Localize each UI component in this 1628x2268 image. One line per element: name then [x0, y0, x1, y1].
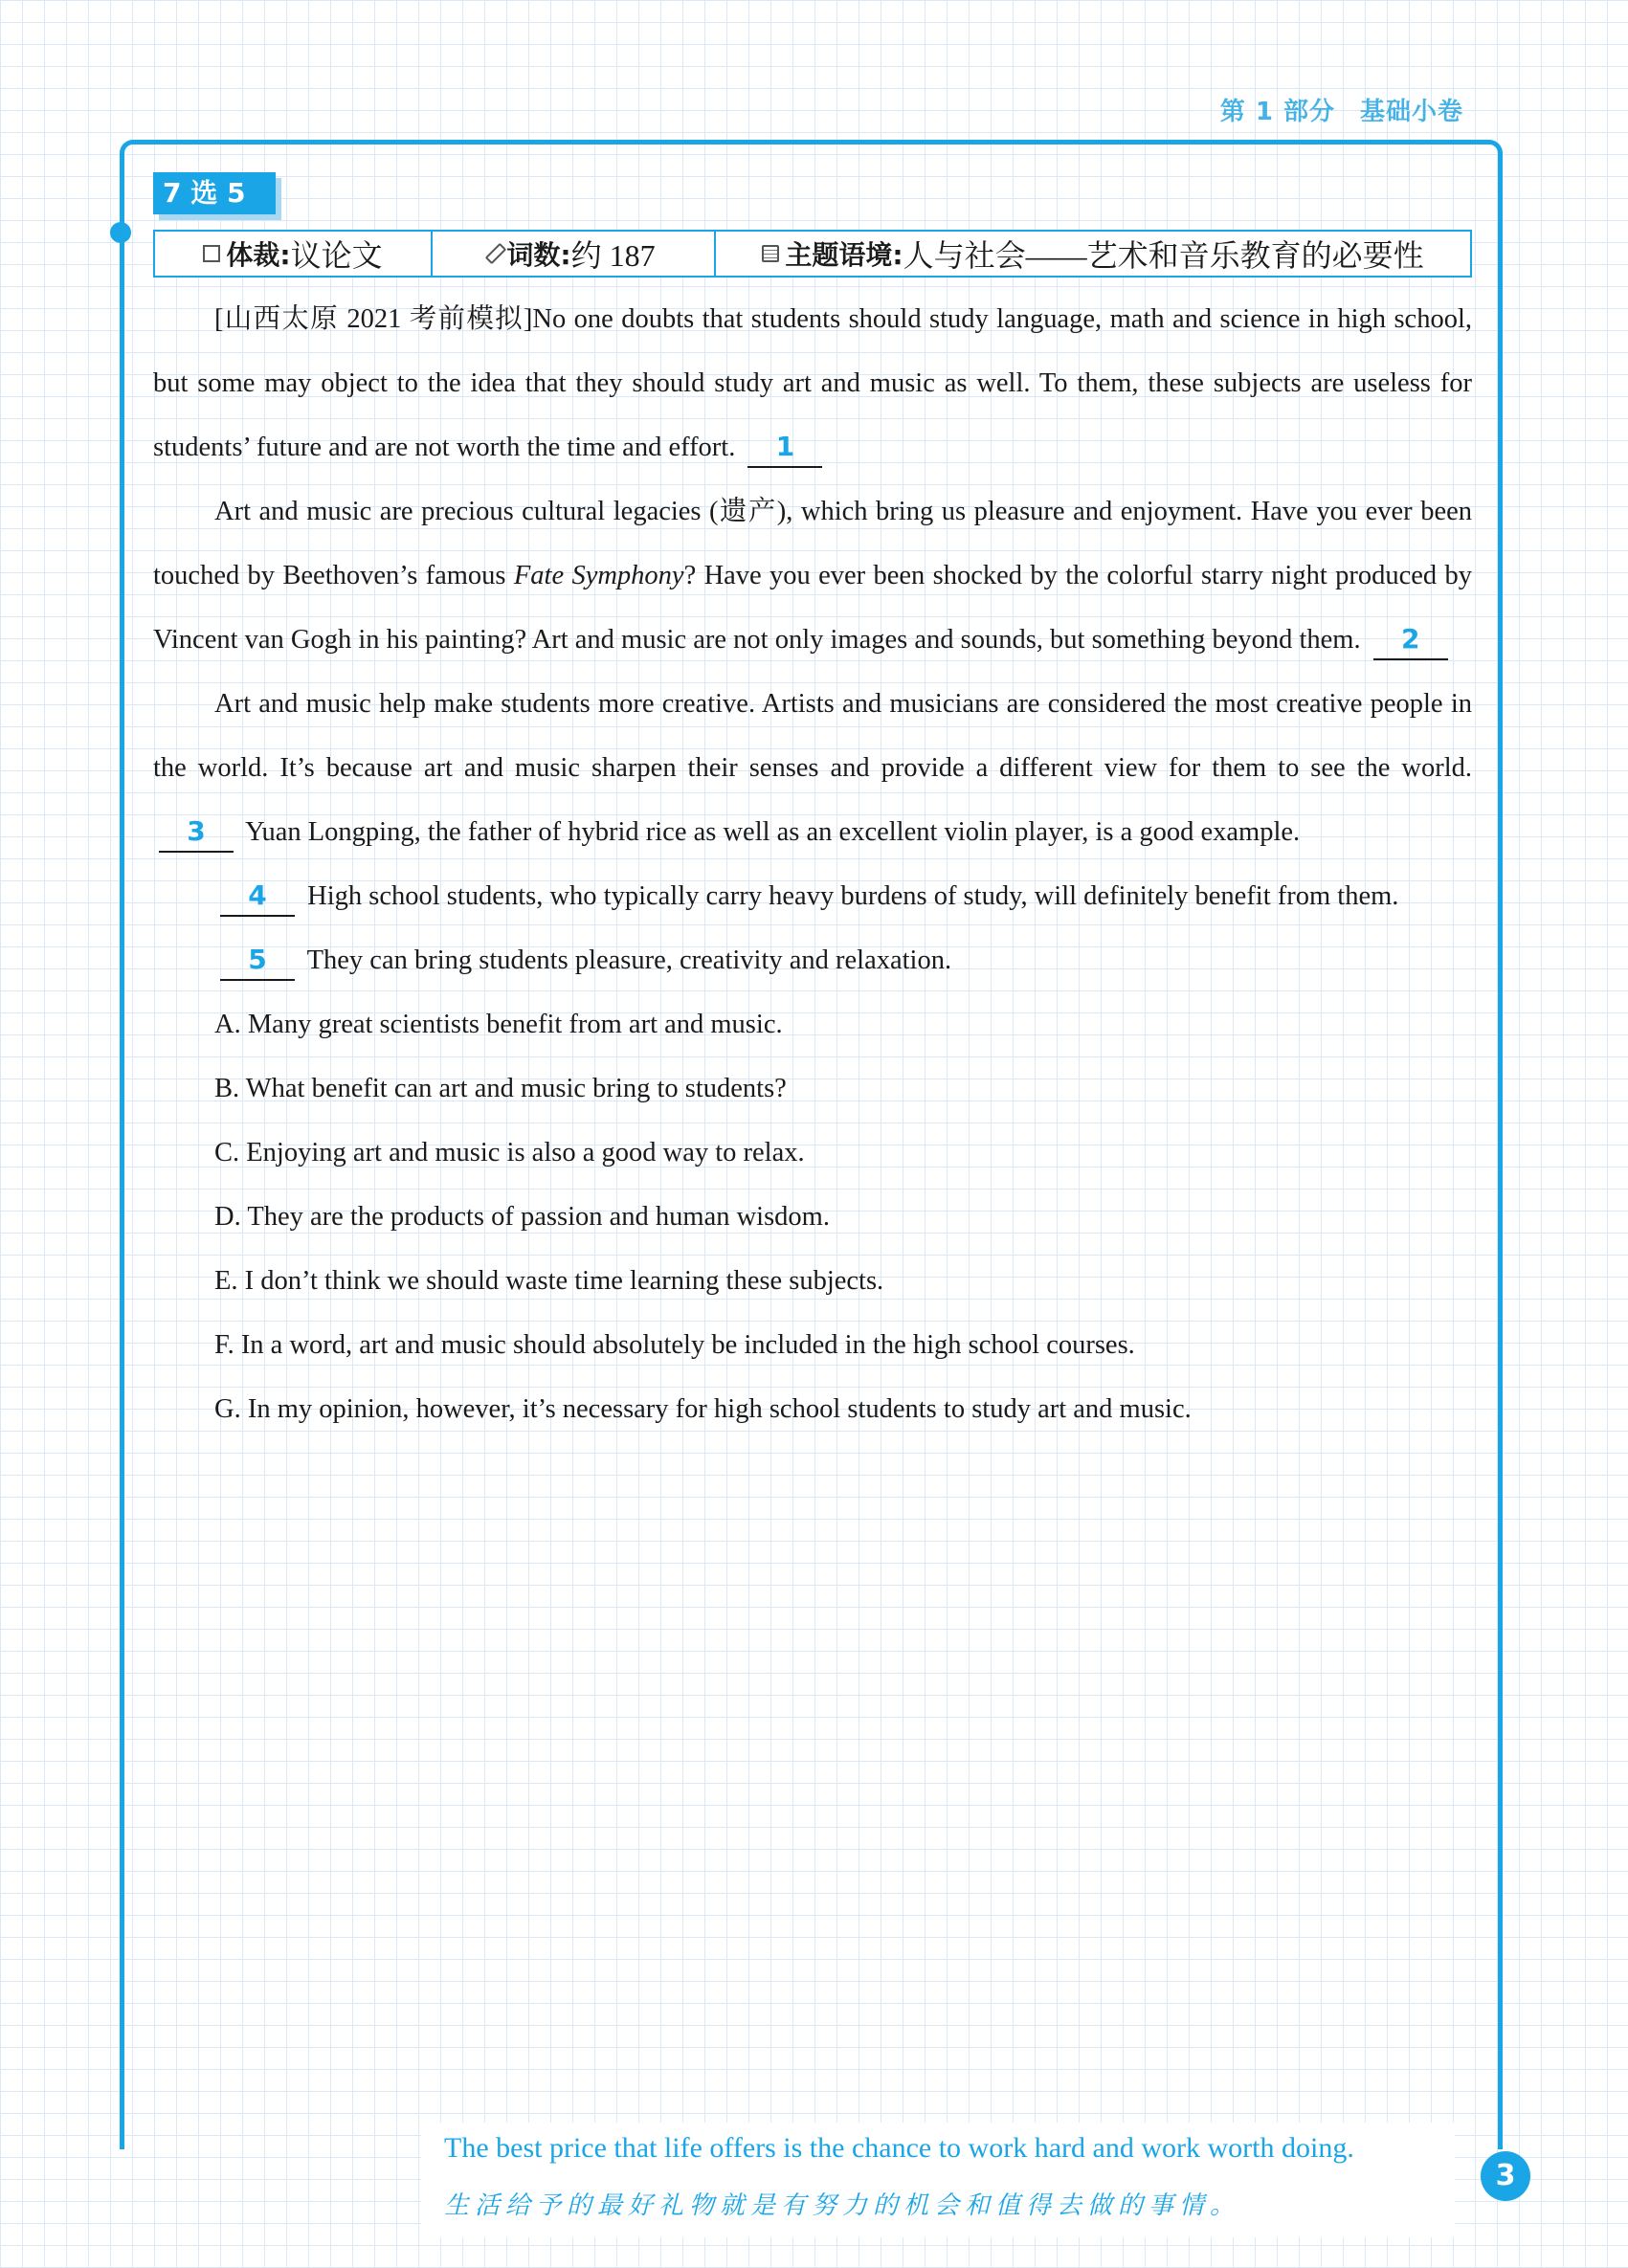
theme-value: 人与社会——艺术和音乐教育的必要性: [903, 238, 1424, 273]
blank-2[interactable]: 2: [1373, 620, 1448, 660]
option-c[interactable]: C. Enjoying art and music is also a good way to relax.: [214, 1138, 805, 1167]
passage-info-bar: [153, 230, 1472, 278]
theme-label: 主题语境:: [785, 239, 903, 271]
option-d[interactable]: D. They are the products of passion and human wisdom.: [214, 1202, 830, 1232]
paragraph-text: No one doubts that students should study language, math and science in high school, but some may object to the idea that they should study art and music as well. To them, these subjects are useless for students’ future and are not worth the time and effort.: [153, 304, 1473, 462]
paragraph-text: Yuan Longping, the father of hybrid rice as well as an excellent violin player, is a good example.: [245, 817, 1301, 847]
source-note: [山西太原 2021 考前模拟]: [214, 304, 533, 334]
quote-english: The best price that life offers is the chance to work hard and work worth doing.: [444, 2132, 1354, 2164]
paragraph-text: They can bring students pleasure, creativity and relaxation.: [306, 945, 952, 975]
italic-title: Fate Symphony: [513, 561, 684, 590]
passage: [153, 287, 1472, 1441]
word-count-value: 约 187: [570, 238, 656, 273]
section-header: [1220, 92, 1463, 127]
option-f[interactable]: F. In a word, art and music should absolutely be included in the high school courses.: [214, 1330, 1135, 1360]
word-count-cell: [433, 232, 716, 276]
blank-1[interactable]: 1: [747, 428, 822, 468]
section-label: 基础小卷: [1359, 98, 1463, 126]
footer-quote: [421, 2123, 1455, 2237]
paragraph-2: [153, 479, 1472, 672]
genre-value: 议论文: [290, 238, 383, 273]
paragraph-4: [153, 864, 1472, 928]
option-g[interactable]: G. In my opinion, however, it’s necessary for high school students to study art and music.: [214, 1394, 1192, 1424]
blank-3[interactable]: 3: [159, 812, 234, 853]
page-number: 3: [1481, 2151, 1530, 2201]
genre-label: 体裁:: [226, 239, 291, 271]
option-a[interactable]: A. Many great scientists benefit from art and music.: [214, 1010, 783, 1039]
paragraph-1: [153, 287, 1472, 479]
paragraph-text: Art and music are precious cultural legacies (遗产), which bring us pleasure and enjoyment. Have you ever been touched by Beethoven’s famous: [153, 497, 1472, 590]
quote-chinese: 生活给予的最好礼物就是有努力的机会和值得去做的事情。: [444, 2191, 1241, 2219]
question-type-tag: 7 选 5: [153, 172, 276, 214]
option-e[interactable]: E. I don’t think we should waste time learning these subjects.: [214, 1266, 884, 1296]
part-label: 第 1 部分: [1219, 98, 1335, 126]
blank-5[interactable]: 5: [220, 941, 295, 981]
paragraph-text: Art and music help make students more creative. Artists and musicians are considered the most creative people in the world. It’s because art and music sharpen their senses and provide a different view for them to see the world.: [153, 689, 1472, 783]
blank-4[interactable]: 4: [220, 877, 295, 917]
frame-dot: [110, 222, 131, 243]
option-b[interactable]: B. What benefit can art and music bring to students?: [214, 1074, 787, 1103]
paragraph-5: [153, 928, 1472, 992]
document-icon: [762, 245, 779, 262]
word-count-label: 词数:: [506, 239, 571, 271]
theme-cell: [716, 232, 1470, 276]
paragraph-text: ? Have you ever been shocked by the colorful starry night produced by Vincent van Gogh in his painting? Art and music are not only images and sounds, but something beyond them.: [153, 561, 1472, 655]
paragraph-3: [153, 672, 1472, 864]
paragraph-text: High school students, who typically carry heavy burdens of study, will definitely benefit from them.: [307, 881, 1399, 911]
book-icon: [203, 245, 220, 262]
genre-cell: [155, 232, 433, 276]
pen-icon: [485, 243, 507, 265]
